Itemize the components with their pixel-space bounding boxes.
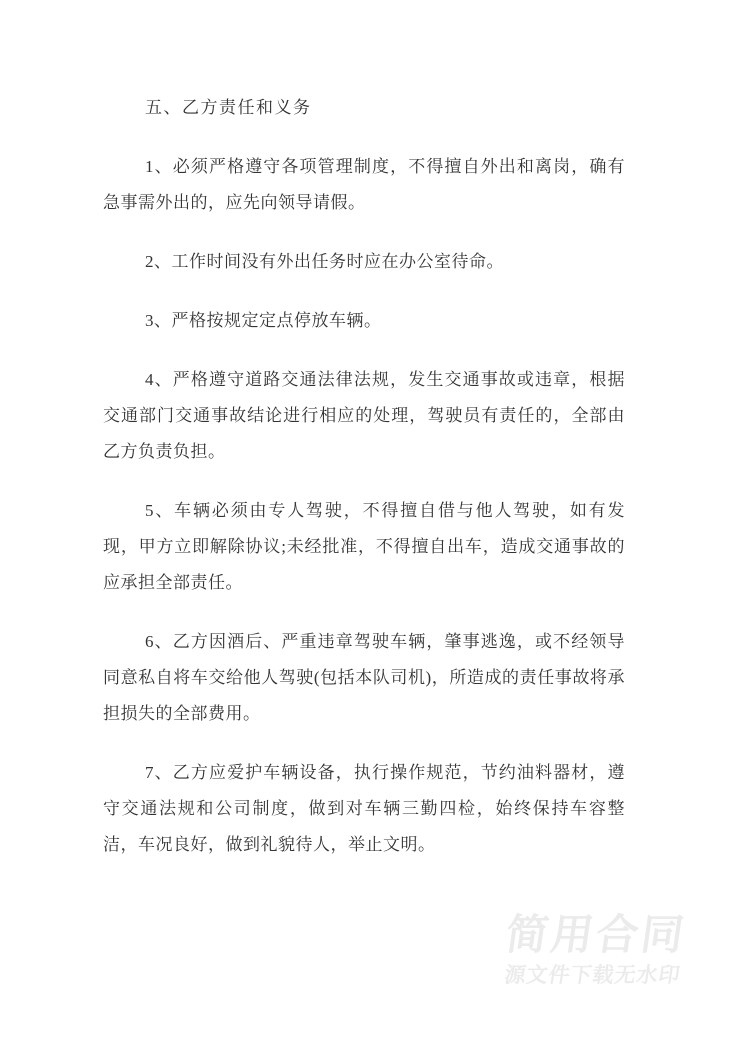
section-heading: 五、乙方责任和义务 — [145, 98, 312, 117]
watermark — [499, 912, 690, 990]
clause-paragraph-3: 3、严格按规定定点停放车辆。 — [145, 311, 382, 330]
clause-paragraph-7: 7、乙方应爱护车辆设备，执行操作规范，节约油料器材，遵守交通法规和公司制度，做到对车辆三勤四检，始终保持车容整洁，车况良好，做到礼貌待人，举止文明。 — [103, 763, 625, 854]
clause-paragraph-6: 6、乙方因酒后、严重违章驾驶车辆，肇事逃逸，或不经领导同意私自将车交给他人驾驶(包括本队司机)，所造成的责任事故将承担损失的全部费用。 — [103, 632, 625, 723]
clause-paragraph-5: 5、车辆必须由专人驾驶，不得擅自借与他人驾驶，如有发现，甲方立即解除协议;未经批准，不得擅自出车，造成交通事故的应承担全部责任。 — [103, 501, 625, 592]
watermark-brand-text: 简用合同 — [503, 911, 690, 958]
watermark-tagline-text: 源文件下载无水印 — [502, 964, 683, 987]
clause-paragraph-4: 4、严格遵守道路交通法律法规，发生交通事故或违章，根据交通部门交通事故结论进行相应的处理，驾驶员有责任的，全部由乙方负责负担。 — [103, 370, 625, 461]
clause-paragraph-1: 1、必须严格遵守各项管理制度，不得擅自外出和离岗，确有急事需外出的，应先向领导请假。 — [103, 157, 625, 212]
clause-paragraph-2: 2、工作时间没有外出任务时应在办公室待命。 — [145, 252, 504, 271]
